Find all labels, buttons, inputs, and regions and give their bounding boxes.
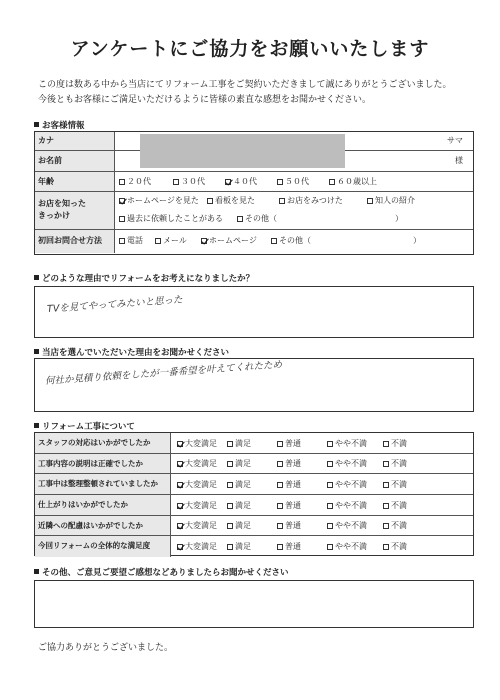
rating-label: 満足 bbox=[235, 480, 251, 490]
rating-option[interactable] bbox=[277, 541, 301, 552]
checkbox[interactable] bbox=[327, 441, 333, 447]
checkbox[interactable] bbox=[227, 523, 233, 529]
rating-option[interactable] bbox=[277, 458, 301, 469]
square-bullet-icon bbox=[34, 349, 39, 354]
square-bullet-icon bbox=[34, 275, 39, 280]
rating-label: やや不満 bbox=[335, 500, 367, 510]
rating-option[interactable] bbox=[227, 458, 251, 469]
checkbox[interactable] bbox=[119, 179, 125, 185]
footer-thanks: ご協力ありがとうございました。 bbox=[38, 643, 174, 653]
rating-label: 満足 bbox=[235, 542, 251, 552]
rating-option[interactable] bbox=[227, 438, 251, 449]
q3-answer-box[interactable] bbox=[34, 580, 474, 628]
option-3[interactable] bbox=[367, 195, 415, 206]
kana-row bbox=[35, 132, 473, 151]
option-0[interactable] bbox=[119, 235, 143, 246]
evaluation-row bbox=[35, 433, 473, 454]
rating-option[interactable] bbox=[177, 520, 217, 531]
checkbox[interactable] bbox=[227, 482, 233, 488]
rating-label: 普通 bbox=[285, 438, 301, 448]
customer-info-table bbox=[34, 131, 474, 255]
contact-label: 初回お問合せ方法 bbox=[35, 230, 115, 253]
rating-label: 大変満足 bbox=[185, 459, 217, 469]
option-label: ５０代 bbox=[285, 177, 309, 186]
checkbox[interactable] bbox=[277, 523, 283, 529]
rating-label: やや不満 bbox=[335, 459, 367, 469]
rating-option[interactable] bbox=[277, 479, 301, 490]
checkbox[interactable] bbox=[383, 461, 389, 467]
q2-answer: 何社か見積り依頼をしたが一番希望を叶えてくれたため bbox=[44, 359, 283, 387]
option-label: 知人の紹介 bbox=[375, 196, 415, 205]
name-label: お名前 bbox=[35, 151, 115, 171]
rating-option[interactable] bbox=[177, 541, 217, 552]
trigger-row bbox=[35, 192, 473, 230]
checkbox[interactable] bbox=[327, 461, 333, 467]
option-label: ４０代 bbox=[233, 177, 257, 186]
rating-label: 普通 bbox=[285, 480, 301, 490]
work-section-title: リフォーム工事について bbox=[42, 422, 135, 432]
q3-question: その他、ご意見ご要望ご感想などありましたらお聞かせください bbox=[42, 568, 289, 578]
option-1[interactable] bbox=[207, 195, 255, 206]
trigger-label bbox=[35, 192, 115, 229]
checkbox[interactable] bbox=[227, 461, 233, 467]
q1-heading bbox=[34, 272, 254, 284]
rating-option[interactable] bbox=[327, 438, 367, 449]
option-label: その他（ bbox=[245, 214, 277, 223]
checked-checkbox[interactable] bbox=[201, 238, 207, 244]
rating-label: 普通 bbox=[285, 500, 301, 510]
option-3[interactable] bbox=[277, 172, 309, 191]
q1-answer-box[interactable] bbox=[34, 286, 474, 338]
age-options bbox=[119, 172, 473, 191]
checked-checkbox[interactable] bbox=[177, 544, 183, 550]
rating-label: 普通 bbox=[285, 542, 301, 552]
rating-label: 不満 bbox=[391, 459, 407, 469]
rating-label: 普通 bbox=[285, 459, 301, 469]
evaluation-row bbox=[35, 536, 473, 557]
work-section-heading bbox=[34, 420, 135, 432]
option-label: ホームページを見た bbox=[127, 196, 199, 205]
option-label: ホームページ bbox=[209, 236, 257, 245]
checked-checkbox[interactable] bbox=[119, 198, 125, 204]
checkbox[interactable] bbox=[277, 482, 283, 488]
evaluation-row bbox=[35, 474, 473, 495]
checkbox[interactable] bbox=[327, 482, 333, 488]
rating-option[interactable] bbox=[383, 520, 407, 531]
rating-option[interactable] bbox=[383, 500, 407, 511]
evaluation-label: 仕上がりはいかがでしたか bbox=[35, 495, 171, 515]
rating-label: 満足 bbox=[235, 500, 251, 510]
checkbox[interactable] bbox=[279, 198, 285, 204]
q2-heading bbox=[34, 346, 229, 358]
checkbox[interactable] bbox=[277, 179, 283, 185]
rating-option[interactable] bbox=[277, 438, 301, 449]
option-0[interactable] bbox=[119, 172, 151, 191]
rating-label: 不満 bbox=[391, 438, 407, 448]
option-0[interactable] bbox=[119, 195, 199, 206]
rating-option[interactable] bbox=[177, 438, 217, 449]
checkbox[interactable] bbox=[173, 179, 179, 185]
option-1[interactable] bbox=[173, 172, 205, 191]
rating-option[interactable] bbox=[327, 520, 367, 531]
option-label: ６０歳以上 bbox=[337, 177, 377, 186]
rating-option[interactable] bbox=[383, 438, 407, 449]
q1-answer: TVを見てやってみたいと思った bbox=[46, 294, 183, 315]
intro-line-2: 今後ともお客様にご満足いただけるように皆様の素直な感想をお聞かせください。 bbox=[38, 95, 372, 105]
option-label: その他（ bbox=[279, 236, 311, 245]
rating-option[interactable] bbox=[327, 500, 367, 511]
trigger-other-close: ） bbox=[395, 214, 403, 223]
evaluation-row bbox=[35, 516, 473, 537]
evaluation-label: 近隣への配慮はいかがでしたか bbox=[35, 516, 171, 536]
q1-question: どのような理由でリフォームをお考えになりましたか？ bbox=[42, 274, 255, 284]
checkbox[interactable] bbox=[237, 216, 243, 222]
option-1[interactable] bbox=[155, 235, 187, 246]
option-0[interactable] bbox=[119, 213, 223, 224]
rating-label: 満足 bbox=[235, 438, 251, 448]
checkbox[interactable] bbox=[383, 544, 389, 550]
rating-option[interactable] bbox=[177, 479, 217, 490]
checked-checkbox[interactable] bbox=[177, 503, 183, 509]
page-title: アンケートにご協力をお願いいたします bbox=[70, 38, 430, 60]
checkbox[interactable] bbox=[271, 238, 277, 244]
option-label: ２０代 bbox=[127, 177, 151, 186]
checkbox[interactable] bbox=[277, 503, 283, 509]
customer-section-heading bbox=[34, 119, 85, 131]
checkbox[interactable] bbox=[277, 544, 283, 550]
rating-option[interactable] bbox=[383, 479, 407, 490]
checked-checkbox[interactable] bbox=[177, 441, 183, 447]
rating-label: 普通 bbox=[285, 521, 301, 531]
work-evaluation-table bbox=[34, 432, 474, 556]
option-label: 過去に依頼したことがある bbox=[127, 214, 223, 223]
checkbox[interactable] bbox=[119, 216, 125, 222]
intro-text bbox=[38, 78, 478, 108]
rating-label: やや不満 bbox=[335, 438, 367, 448]
rating-label: 不満 bbox=[391, 500, 407, 510]
option-2[interactable] bbox=[225, 172, 257, 191]
kana-suffix: サマ bbox=[447, 136, 463, 145]
q3-heading bbox=[34, 566, 289, 578]
evaluation-label: 今回リフォームの全体的な満足度 bbox=[35, 536, 171, 557]
rating-option[interactable] bbox=[227, 520, 251, 531]
option-4[interactable] bbox=[329, 172, 377, 191]
rating-option[interactable] bbox=[327, 479, 367, 490]
option-label: 看板を見た bbox=[215, 196, 255, 205]
square-bullet-icon bbox=[34, 569, 39, 574]
rating-label: やや不満 bbox=[335, 480, 367, 490]
checkbox[interactable] bbox=[227, 503, 233, 509]
rating-option[interactable] bbox=[277, 520, 301, 531]
evaluation-row bbox=[35, 495, 473, 516]
checkbox[interactable] bbox=[227, 441, 233, 447]
rating-option[interactable] bbox=[227, 500, 251, 511]
rating-option[interactable] bbox=[383, 541, 407, 552]
rating-option[interactable] bbox=[383, 458, 407, 469]
rating-label: 不満 bbox=[391, 521, 407, 531]
rating-label: 満足 bbox=[235, 521, 251, 531]
contact-other-close: ） bbox=[413, 236, 421, 245]
checkbox[interactable] bbox=[119, 238, 125, 244]
rating-label: 大変満足 bbox=[185, 521, 217, 531]
checkbox[interactable] bbox=[207, 198, 213, 204]
customer-section-title: お客様情報 bbox=[42, 121, 85, 131]
q2-answer-box[interactable] bbox=[34, 358, 474, 412]
evaluation-row bbox=[35, 454, 473, 475]
age-label: 年齢 bbox=[35, 172, 115, 191]
checkbox[interactable] bbox=[155, 238, 161, 244]
trigger-label-line-1: お店を知った bbox=[38, 199, 86, 208]
rating-option[interactable] bbox=[277, 500, 301, 511]
checkbox[interactable] bbox=[367, 198, 373, 204]
checked-checkbox[interactable] bbox=[225, 179, 231, 185]
rating-label: やや不満 bbox=[335, 521, 367, 531]
checkbox[interactable] bbox=[327, 523, 333, 529]
rating-option[interactable] bbox=[177, 500, 217, 511]
checkbox[interactable] bbox=[383, 482, 389, 488]
rating-label: 不満 bbox=[391, 480, 407, 490]
rating-option[interactable] bbox=[327, 541, 367, 552]
option-label: ３０代 bbox=[181, 177, 205, 186]
option-1[interactable] bbox=[237, 213, 277, 224]
name-row bbox=[35, 151, 473, 172]
checkbox[interactable] bbox=[327, 503, 333, 509]
rating-label: 不満 bbox=[391, 542, 407, 552]
option-label: お店をみつけた bbox=[287, 196, 343, 205]
rating-option[interactable] bbox=[177, 458, 217, 469]
rating-option[interactable] bbox=[227, 541, 251, 552]
option-2[interactable] bbox=[279, 195, 343, 206]
rating-label: 大変満足 bbox=[185, 438, 217, 448]
rating-option[interactable] bbox=[227, 479, 251, 490]
checkbox[interactable] bbox=[383, 503, 389, 509]
rating-label: 大変満足 bbox=[185, 500, 217, 510]
rating-label: 大変満足 bbox=[185, 480, 217, 490]
checkbox[interactable] bbox=[383, 441, 389, 447]
checkbox[interactable] bbox=[383, 523, 389, 529]
trigger-options-row-1 bbox=[119, 195, 473, 209]
kana-label: カナ bbox=[35, 132, 115, 150]
square-bullet-icon bbox=[34, 423, 39, 428]
rating-label: 大変満足 bbox=[185, 542, 217, 552]
checkbox[interactable] bbox=[277, 441, 283, 447]
checkbox[interactable] bbox=[329, 179, 335, 185]
contact-row bbox=[35, 230, 473, 253]
square-bullet-icon bbox=[34, 122, 39, 127]
evaluation-label: 工事中は整理整頓されていましたか bbox=[35, 474, 171, 494]
option-label: 電話 bbox=[127, 236, 143, 245]
rating-label: やや不満 bbox=[335, 542, 367, 552]
checkbox[interactable] bbox=[227, 544, 233, 550]
rating-option[interactable] bbox=[327, 458, 367, 469]
checked-checkbox[interactable] bbox=[177, 482, 183, 488]
option-2[interactable] bbox=[201, 235, 257, 246]
trigger-label-line-2: きっかけ bbox=[38, 211, 70, 220]
trigger-options-row-2 bbox=[119, 213, 473, 227]
checked-checkbox[interactable] bbox=[177, 461, 183, 467]
evaluation-label: スタッフの対応はいかがでしたか bbox=[35, 433, 171, 453]
checkbox[interactable] bbox=[327, 544, 333, 550]
evaluation-label: 工事内容の説明は正確でしたか bbox=[35, 454, 171, 474]
checked-checkbox[interactable] bbox=[177, 523, 183, 529]
age-row bbox=[35, 172, 473, 192]
option-label: メール bbox=[163, 236, 187, 245]
name-suffix: 様 bbox=[455, 156, 463, 165]
checkbox[interactable] bbox=[277, 461, 283, 467]
option-3[interactable] bbox=[271, 235, 311, 246]
intro-line-1: この度は数ある中から当店にてリフォーム工事をご契約いただきまして誠にありがとうございました。 bbox=[38, 80, 452, 90]
q2-question: 当店を選んでいただいた理由をお聞かせください bbox=[42, 348, 230, 358]
rating-label: 満足 bbox=[235, 459, 251, 469]
